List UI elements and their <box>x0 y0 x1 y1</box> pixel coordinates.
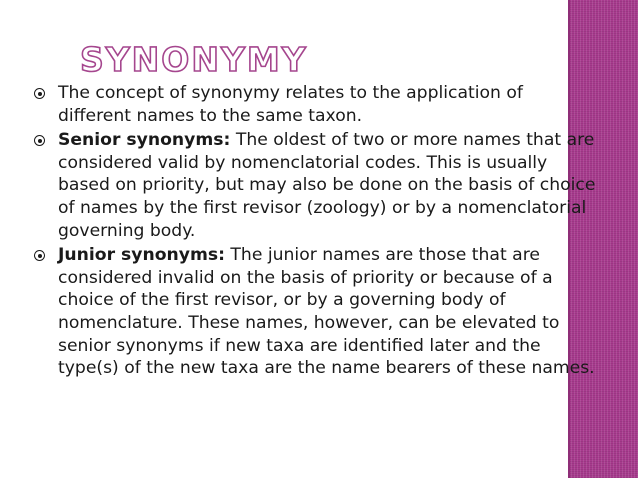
bullet-list <box>34 82 599 382</box>
bullet-text: The concept of synonymy relates to the application of different names to the same taxon. <box>58 83 523 126</box>
bullet-item-synonymy-concept <box>34 82 599 127</box>
circled-dot-bullet-icon <box>34 250 45 261</box>
circled-dot-bullet-icon <box>34 135 45 146</box>
slide-title: SYNONYMY <box>80 40 308 79</box>
bullet-term: Junior synonyms: <box>58 245 225 266</box>
bullet-text: The junior names are those that are considered invalid on the basis of priority or because of a choice of the first revisor, or by a governing body of nomenclature. These names, however, can be elevated to senior synonyms if new taxa are identified later and the type(s) of the new taxa are the name bearers of these names. <box>58 245 595 379</box>
bullet-term: Senior synonyms: <box>58 130 231 151</box>
circled-dot-bullet-icon <box>34 88 45 99</box>
bullet-text: The oldest of two or more names that are considered valid by nomenclatorial codes. This is usually based on priority, but may also be done on the basis of choice of names by the first revisor (zoology) or by a nomenclatorial governing body. <box>58 130 596 241</box>
bullet-item-senior-synonyms <box>34 129 599 242</box>
bullet-item-junior-synonyms <box>34 244 599 380</box>
